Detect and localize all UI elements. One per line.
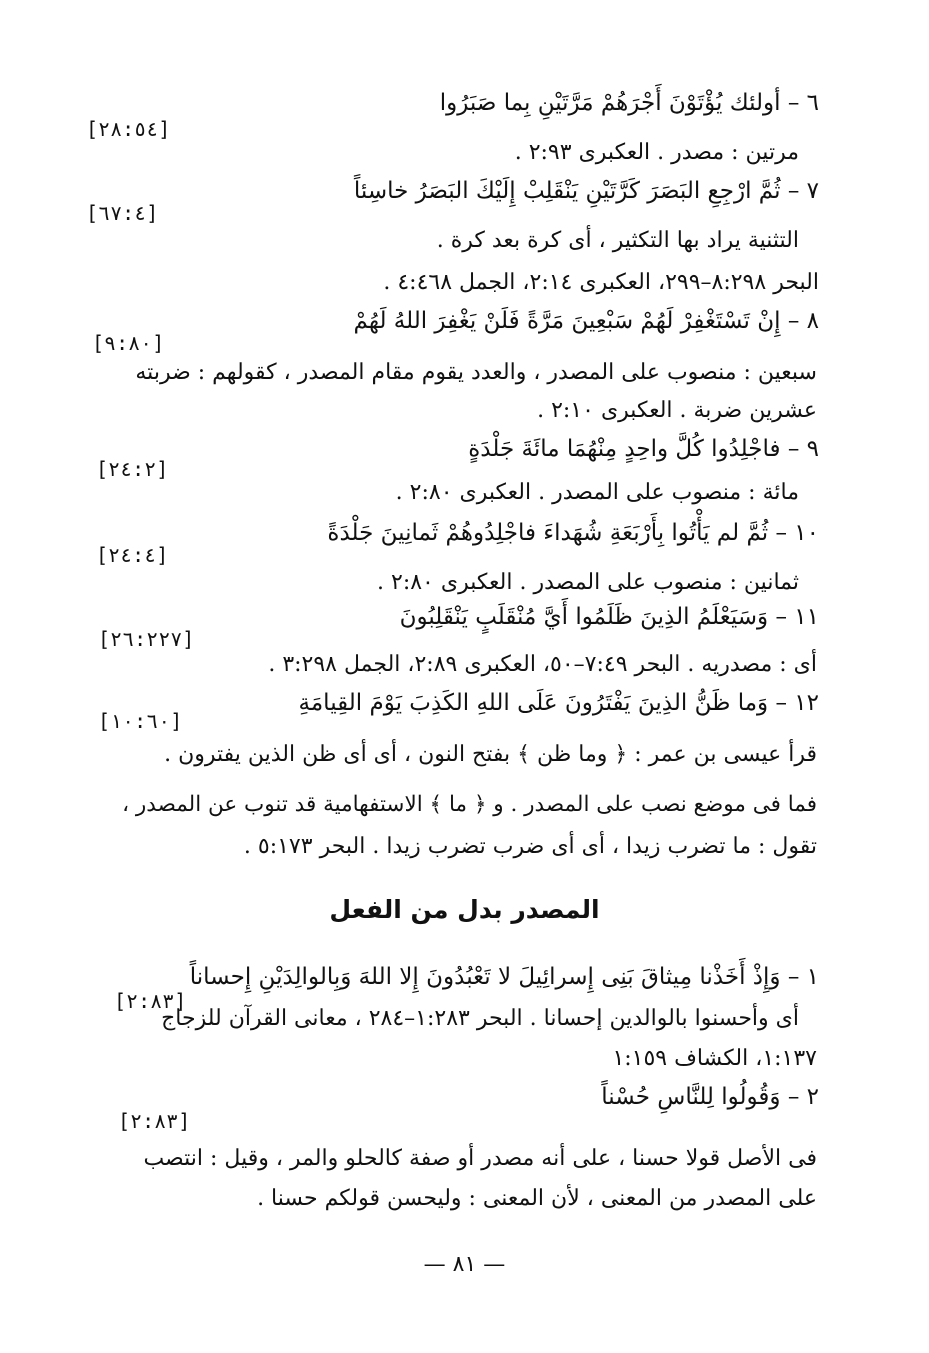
verse-line: ٧ – ثُمَّ ارْجِعِ البَصَرَ كَرَّتَيْنِ يَنْقَلِبْ إِلَيْكَ البَصَرُ خاسِئاً xyxy=(353,178,819,204)
verse-reference: [٩:٨٠] xyxy=(92,331,165,355)
commentary-line: فى الأصل قولا حسنا ، على أنه مصدر أو صفة كالحلو والمر ، وقيل : انتصب xyxy=(143,1146,817,1171)
commentary-line: مائة : منصوب على المصدر . العكبرى ٢:٨٠ . xyxy=(395,480,799,505)
verse-line: ١٢ – وَما ظَنُّ الذِينَ يَفْتَرُونَ عَلَى اللهِ الكَذِبَ يَوْمَ القِيامَةِ xyxy=(298,690,819,716)
verse-reference: [٢٤:٤] xyxy=(96,543,169,567)
verse-reference: [٢٦:٢٢٧] xyxy=(98,627,195,651)
verse-reference: [٢٨:٥٤] xyxy=(86,117,171,141)
commentary-line: على المصدر من المعنى ، لأن المعنى : وليحسن قولكم حسنا . xyxy=(257,1186,817,1211)
commentary-line: البحر ٨:٢٩٨–٢٩٩، العكبرى ٢:١٤، الجمل ٤:٤٦٨ . xyxy=(383,270,819,295)
commentary-line: التثنية يراد بها التكثير ، أى كرة بعد كرة . xyxy=(436,228,799,253)
verse-reference: [١٠:٦٠] xyxy=(98,709,183,733)
verse-line: ١١ – وَسَيَعْلَمُ الذِينَ ظَلَمُوا أَيَّ مُنْقَلَبٍ يَنْقَلِبُونَ xyxy=(399,604,819,630)
commentary-line: مرتين : مصدر . العكبرى ٢:٩٣ . xyxy=(514,140,799,165)
section-heading: المصدر بدل من الفعل xyxy=(329,895,600,924)
commentary-line: قرأ عيسى بن عمر : ﴿ وما ظن ﴾ بفتح النون ، أى أى ظن الذين يفترون . xyxy=(164,742,817,767)
commentary-line: ثمانين : منصوب على المصدر . العكبرى ٢:٨٠ . xyxy=(377,570,799,595)
commentary-line: أى : مصدريه . البحر ٧:٤٩–٥٠، العكبرى ٢:٨٩، الجمل ٣:٢٩٨ . xyxy=(268,652,817,677)
verse-line: ١٠ – ثُمَّ لم يَأْتُوا بِأَرْبَعَةِ شُهَداءَ فاجْلِدُوهُمْ ثَمانِينَ جَلْدَةً xyxy=(327,520,819,546)
verse-reference: [٢:٨٣] xyxy=(118,1109,191,1133)
verse-line: ١ – وَإِذْ أَخَذْنا مِيثاقَ بَنِى إِسرائِيلَ لا تَعْبُدُونَ إِلا اللهَ وَبِالوالِدَيْنِ إِحساناً xyxy=(189,964,819,990)
commentary-line: أى وأحسنوا بالوالدين إحسانا . البحر ١:٢٨٣–٢٨٤ ، معانى القرآن للزجاج xyxy=(161,1006,799,1031)
commentary-line: ١:١٣٧، الكشاف ١:١٥٩ xyxy=(612,1046,817,1071)
verse-reference: [٢٤:٢] xyxy=(96,457,169,481)
verse-line: ٢ – وَقُولُوا لِلنَّاسِ حُسْناً xyxy=(601,1084,819,1110)
verse-reference: [٦٧:٤] xyxy=(86,201,159,225)
commentary-line: فما فى موضع نصب على المصدر . و ﴿ ما ﴾ الاستفهامية قد تنوب عن المصدر ، xyxy=(122,792,817,817)
commentary-line: تقول : ما تضرب زيدا ، أى أى ضرب تضرب زيدا . البحر ٥:١٧٣ . xyxy=(243,834,817,859)
commentary-line: سبعين : منصوب على المصدر ، والعدد يقوم مقام المصدر ، كقولهم : ضربته xyxy=(135,360,817,385)
verse-line: ٩ – فاجْلِدُوا كُلَّ واحِدٍ مِنْهُمَا مائَةَ جَلْدَةٍ xyxy=(468,436,819,462)
verse-line: ٨ – إِنْ تَسْتَغْفِرْ لَهُمْ سَبْعِينَ مَرَّةً فَلَنْ يَغْفِرَ اللهُ لَهُمْ xyxy=(353,308,819,334)
verse-line: ٦ – أولئك يُؤْتَوْنَ أَجْرَهُمْ مَرَّتَيْنِ بِما صَبَرُوا xyxy=(439,90,819,116)
page-number: — ٨١ — xyxy=(423,1252,506,1277)
commentary-line: عشرين ضربة . العكبرى ٢:١٠ . xyxy=(537,398,817,423)
verse-reference: [٢:٨٣] xyxy=(114,989,187,1013)
